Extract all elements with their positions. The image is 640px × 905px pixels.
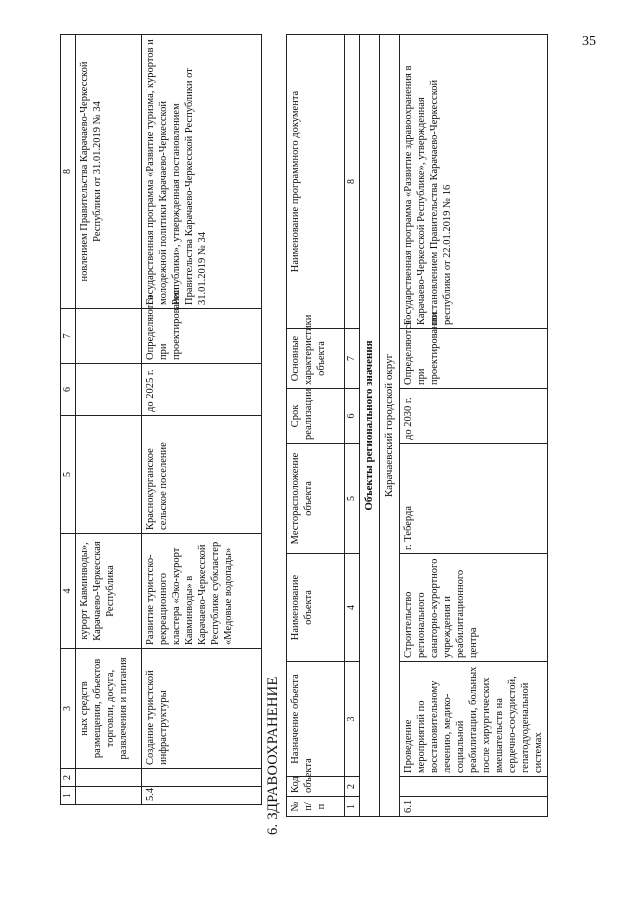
row-program: Государственная программа «Развитие туризма, курортов и молодежной политики Карачаево-Черкесской Республики», утвержденная постановлением Правительства Карачаево-Черкесской Республики от 31.01.2019 № 34	[142, 35, 262, 309]
col-number: 7	[61, 309, 76, 364]
row-purpose: Создание туристской инфраструктуры	[142, 649, 262, 769]
row-location: Краснокурганское сельское поселение	[142, 416, 262, 534]
col-number: 8	[61, 35, 76, 309]
row-location: г. Теберда	[400, 444, 548, 554]
row-code	[76, 769, 142, 787]
row-program: новлением Правительства Карачаево-Черкесской Республики от 31.01.2019 № 34	[76, 35, 142, 309]
col-number: 3	[61, 649, 76, 769]
row-num: 5.4	[142, 787, 262, 805]
col-number: 1	[61, 787, 76, 805]
header-purpose: Назначение объекта	[287, 662, 345, 777]
col-number: 3	[345, 662, 360, 777]
col-number: 2	[61, 769, 76, 787]
col-number: 6	[345, 389, 360, 444]
header-characteristics: Основные характеристики объекта	[287, 329, 345, 389]
row-program: Государственная программа «Развитие здравоохранения в Карачаево-Черкесской Республике», утвержденная постановлением Правительства Карачаево-Черкесской республики от 22.01.2019 № 16	[400, 35, 548, 329]
col-number: 7	[345, 329, 360, 389]
table-row	[142, 35, 262, 805]
row-num	[76, 787, 142, 805]
row-purpose: ных средств размещения, объектов торговли, досуга, развлечения и питания	[76, 649, 142, 769]
district-row	[380, 35, 400, 817]
header-num: № п/п	[287, 797, 345, 817]
row-characteristics: Определяются при проектировании	[142, 309, 262, 364]
header-code: Код объекта	[287, 777, 345, 797]
col-number: 4	[345, 554, 360, 662]
row-characteristics	[76, 309, 142, 364]
row-term: до 2030 г.	[400, 389, 548, 444]
group-row	[360, 35, 380, 817]
col-number: 5	[61, 416, 76, 534]
header-program: Наименование программного документа	[287, 35, 345, 329]
col-number: 1	[345, 797, 360, 817]
row-num: 6.1	[400, 797, 548, 817]
row-characteristics: Определяются при проектировании	[400, 329, 548, 389]
page-number: 35	[582, 34, 596, 49]
healthcare-table-grid	[286, 34, 548, 817]
row-code	[400, 777, 548, 797]
row-term: до 2025 г.	[142, 364, 262, 416]
col-number: 4	[61, 534, 76, 649]
header-row	[287, 35, 345, 817]
row-term	[76, 364, 142, 416]
column-number-row	[61, 35, 76, 805]
row-name: Строительство регионального санаторно-курортного учреждения и реабилитационного центра	[400, 554, 548, 662]
header-location: Месторасположение объекта	[287, 444, 345, 554]
col-number: 5	[345, 444, 360, 554]
row-location	[76, 416, 142, 534]
col-number: 2	[345, 777, 360, 797]
row-purpose: Проведение мероприятий по восстановительному лечению, медико-социальной реабилитации, больных после хирургических вмешательств на сердечно-сосудистой, гепатодуоденальной системах	[400, 662, 548, 777]
header-name: Наименование объекта	[287, 554, 345, 662]
continued-table-grid	[60, 34, 262, 805]
district-title: Карачаевский городской округ	[380, 35, 400, 817]
group-title: Объекты регионального значения	[360, 35, 380, 817]
table-row	[400, 35, 548, 817]
col-number: 8	[345, 35, 360, 329]
row-name: Развитие туристско-рекреационного кластера «Эко-курорт Кавминводы» в Карачаево-Черкесской Республике субкластер «Медовые водопады»	[142, 534, 262, 649]
row-name: курорт Кавминводы», Карачаево-Черкесская Республика	[76, 534, 142, 649]
healthcare-table	[286, 34, 548, 817]
continued-table	[60, 34, 262, 805]
section-title: 6. ЗДРАВООХРАНЕНИЕ	[265, 676, 281, 835]
row-code	[142, 769, 262, 787]
column-number-row	[345, 35, 360, 817]
header-term: Срок реализации	[287, 389, 345, 444]
table-row	[76, 35, 142, 805]
col-number: 6	[61, 364, 76, 416]
